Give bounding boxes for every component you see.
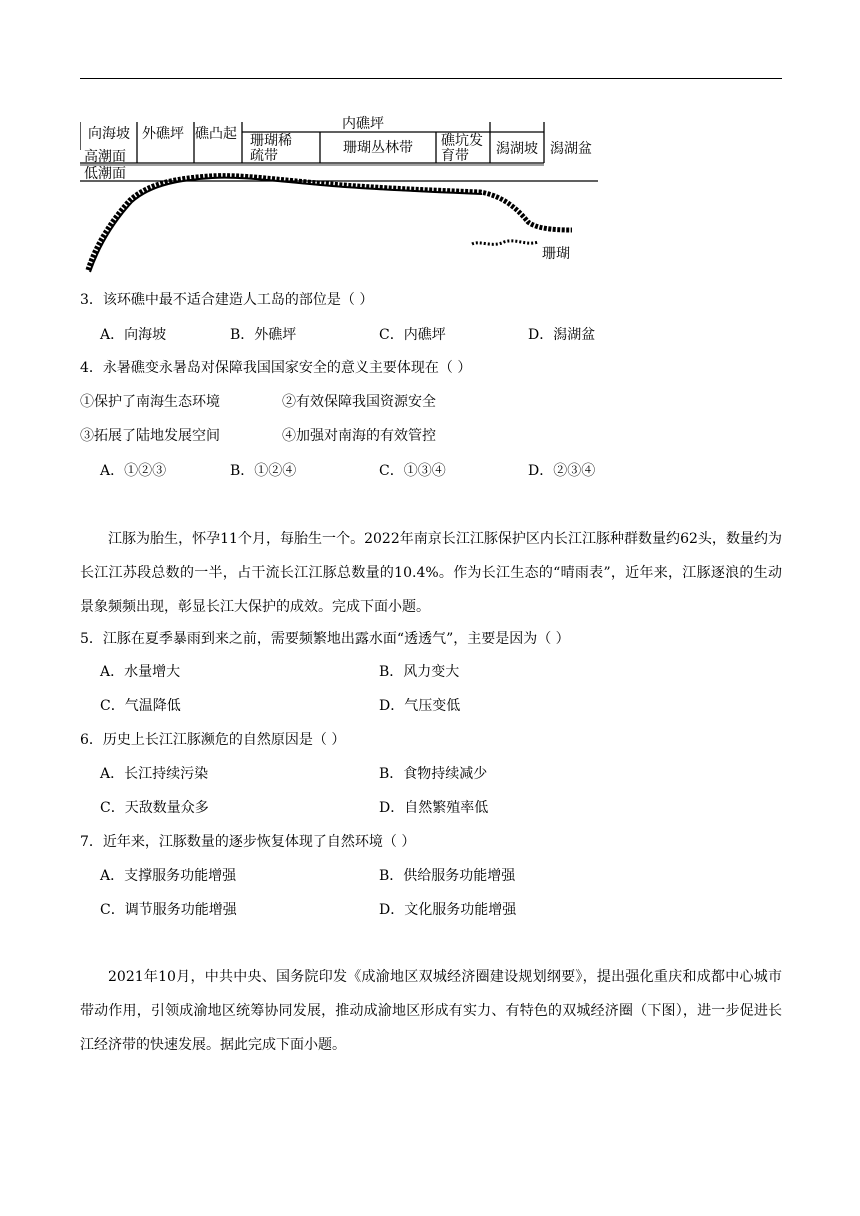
q6-option-c[interactable]: C．天敌数量众多 bbox=[100, 800, 209, 816]
label-high-tide: 高潮面 bbox=[84, 149, 126, 165]
header-rule bbox=[80, 78, 782, 79]
q3-option-d[interactable]: D．潟湖盆 bbox=[528, 327, 596, 343]
q7-stem: 7．近年来，江豚数量的逐步恢复体现了自然环境（ ） bbox=[80, 834, 416, 850]
q6-option-d[interactable]: D．自然繁殖率低 bbox=[379, 800, 489, 816]
label-sparse-coral-1: 珊瑚稀 bbox=[250, 133, 292, 149]
q5-stem: 5．江豚在夏季暴雨到来之前，需要频繁地出露水面“透透气”，主要是因为（ ） bbox=[80, 631, 570, 647]
q4-item-4: ④加强对南海的有效管控 bbox=[282, 428, 436, 444]
q5-option-d[interactable]: D．气压变低 bbox=[379, 698, 461, 714]
label-sparse-coral-2: 疏带 bbox=[250, 148, 278, 164]
q4-option-d[interactable]: D．②③④ bbox=[528, 463, 596, 479]
q5-option-b[interactable]: B．风力变大 bbox=[379, 664, 460, 680]
q4-item-1: ①保护了南海生态环境 bbox=[80, 394, 220, 410]
coral-patch bbox=[472, 241, 538, 244]
q7-option-b[interactable]: B．供给服务功能增强 bbox=[379, 868, 516, 884]
q3-option-c[interactable]: C．内礁坪 bbox=[379, 327, 446, 343]
label-reef-ridge: 礁凸起 bbox=[195, 126, 237, 142]
q6-option-a[interactable]: A．长江持续污染 bbox=[100, 766, 209, 782]
q4-option-c[interactable]: C．①③④ bbox=[379, 463, 446, 479]
q4-item-2: ②有效保障我国资源安全 bbox=[282, 394, 436, 410]
q4-option-a[interactable]: A．①②③ bbox=[100, 463, 167, 479]
label-pit-1: 礁坑发 bbox=[441, 133, 483, 149]
q4-option-b[interactable]: B．①②④ bbox=[230, 463, 297, 479]
q7-option-c[interactable]: C．调节服务功能增强 bbox=[100, 902, 237, 918]
passage-finless-porpoise: 江豚为胎生，怀孕11个月，每胎生一个。2022年南京长江江豚保护区内长江江豚种群数量约62头，数量约为长江江苏段总数的一半，占干流长江江豚总数量的10.4%。作为长江生态的“晴雨表”，近年来，江豚逐浪的生动景象频频出现，彰显长江大保护的成效。完成下面小题。 bbox=[80, 531, 782, 615]
label-coral: 珊瑚 bbox=[542, 246, 570, 262]
label-coral-forest: 珊瑚丛林带 bbox=[343, 140, 413, 156]
q7-option-a[interactable]: A．支撑服务功能增强 bbox=[100, 868, 237, 884]
q6-option-b[interactable]: B．食物持续减少 bbox=[379, 766, 488, 782]
label-lagoon-slope: 潟湖坡 bbox=[496, 141, 538, 157]
reef-profile-edge bbox=[90, 178, 482, 272]
q4-item-3: ③拓展了陆地发展空间 bbox=[80, 428, 220, 444]
label-pit-2: 育带 bbox=[441, 148, 469, 164]
label-lagoon-basin: 潟湖盆 bbox=[550, 141, 592, 157]
reef-profile-line bbox=[88, 176, 572, 270]
q5-option-c[interactable]: C．气温降低 bbox=[100, 698, 181, 714]
q3-stem: 3．该环礁中最不适合建造人工岛的部位是（ ） bbox=[80, 292, 374, 308]
q7-option-d[interactable]: D．文化服务功能增强 bbox=[379, 902, 517, 918]
label-outer-reef-flat: 外礁坪 bbox=[142, 126, 184, 142]
q4-stem: 4．永暑礁变永暑岛对保障我国国家安全的意义主要体现在（ ） bbox=[80, 360, 472, 376]
passage-chengyu-circle: 2021年10月，中共中央、国务院印发《成渝地区双城经济圈建设规划纲要》，提出强化重庆和成都中心城市带动作用，引领成渝地区统筹协同发展，推动成渝地区形成有实力、有特色的双城经济圈（下图），进一步促进长江经济带的快速发展。据此完成下面小题。 bbox=[80, 969, 782, 1053]
q5-option-a[interactable]: A．水量增大 bbox=[100, 664, 181, 680]
q3-option-a[interactable]: A．向海坡 bbox=[100, 327, 167, 343]
q3-option-b[interactable]: B．外礁坪 bbox=[230, 327, 297, 343]
label-inner-reef-flat: 内礁坪 bbox=[342, 116, 384, 132]
q6-stem: 6．历史上长江江豚濒危的自然原因是（ ） bbox=[80, 732, 346, 748]
label-seaward-slope: 向海坡 bbox=[88, 126, 130, 142]
label-low-tide: 低潮面 bbox=[84, 166, 126, 182]
atoll-profile-svg bbox=[80, 112, 600, 282]
atoll-profile-diagram bbox=[80, 112, 600, 282]
